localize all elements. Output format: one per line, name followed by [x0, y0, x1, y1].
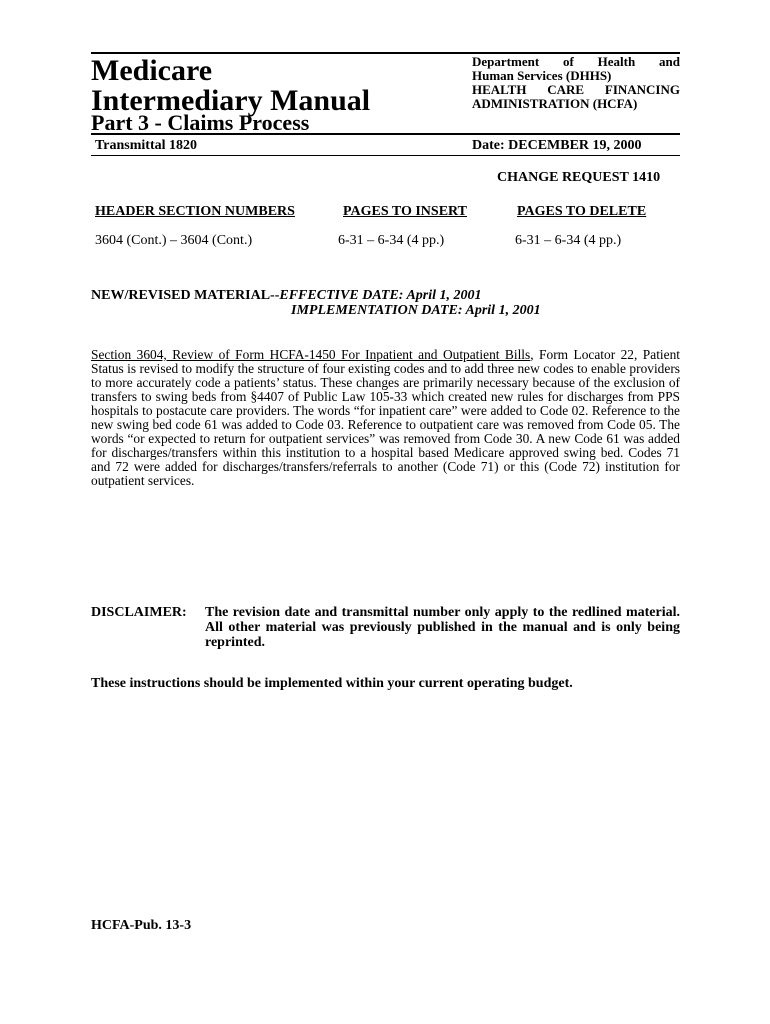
transmittal-date: Date: DECEMBER 19, 2000 [472, 138, 642, 153]
department-line2: Human Services (DHHS) [472, 68, 612, 83]
row-pages-delete: 6-31 – 6-34 (4 pp.) [515, 233, 622, 248]
agency-line2: ADMINISTRATION (HCFA) [472, 96, 638, 111]
row-section-numbers: 3604 (Cont.) – 3604 (Cont.) [95, 233, 253, 248]
implementation-date: IMPLEMENTATION DATE: April 1, 2001 [291, 303, 541, 318]
col-header-section-numbers: HEADER SECTION NUMBERS [95, 204, 295, 219]
body-paragraph [91, 348, 680, 488]
disclaimer-label: DISCLAIMER: [91, 605, 187, 620]
header-rule [91, 133, 680, 135]
transmittal-number: Transmittal 1820 [95, 138, 198, 153]
col-header-pages-insert: PAGES TO INSERT [343, 204, 467, 219]
change-request: CHANGE REQUEST 1410 [497, 170, 661, 185]
revised-label: NEW/REVISED MATERIAL-- [91, 288, 280, 303]
department-name [472, 55, 680, 111]
body-paragraph-text: , Form Locator 22, Patient Status is revised to modify the structure of four existing codes and to add three new codes to enable providers to more accurately code a patients’ status. These changes are primarily necessary because of the exclusion of transfers to swing beds from §4407 of Public Law 105-33 which created new rules for discharges from PPS hospitals to postacute care providers. The words “for inpatient care” were added to Code 02. Reference to the new swing bed code 61 was added to Code 03. Reference to outpatient care was removed from Code 05. The words “or expected to return for outpatient services” was removed from Code 30. A new Code 61 was added for discharges/transfers within this institution to a hospital based Medicare approved swing bed. Codes 71 and 72 were added for discharges/transfers/referrals to another (Code 71) or this (Code 72) institution for outpatient services. [91, 347, 680, 488]
publication-footer: HCFA-Pub. 13-3 [91, 918, 192, 933]
manual-title-medicare: Medicare [91, 54, 213, 87]
effective-date: EFFECTIVE DATE: April 1, 2001 [279, 288, 482, 303]
budget-note: These instructions should be implemented within your current operating budget. [91, 676, 573, 691]
manual-part-title: Part 3 - Claims Process [91, 110, 310, 135]
row-pages-insert: 6-31 – 6-34 (4 pp.) [338, 233, 445, 248]
agency-line1: HEALTH CARE FINANCING [472, 82, 680, 97]
section-reference: Section 3604, Review of Form HCFA-1450 For Inpatient and Outpatient Bills [91, 347, 531, 362]
manual-title-intermediary: Intermediary Manual [91, 84, 371, 117]
department-line1: Department of Health and [472, 54, 680, 69]
disclaimer-text: The revision date and transmittal number only apply to the redlined material. All other material was previously published in the manual and is only being reprinted. [205, 605, 680, 650]
revised-material-line [91, 288, 482, 304]
col-header-pages-delete: PAGES TO DELETE [517, 204, 647, 219]
date-underline [91, 155, 680, 156]
